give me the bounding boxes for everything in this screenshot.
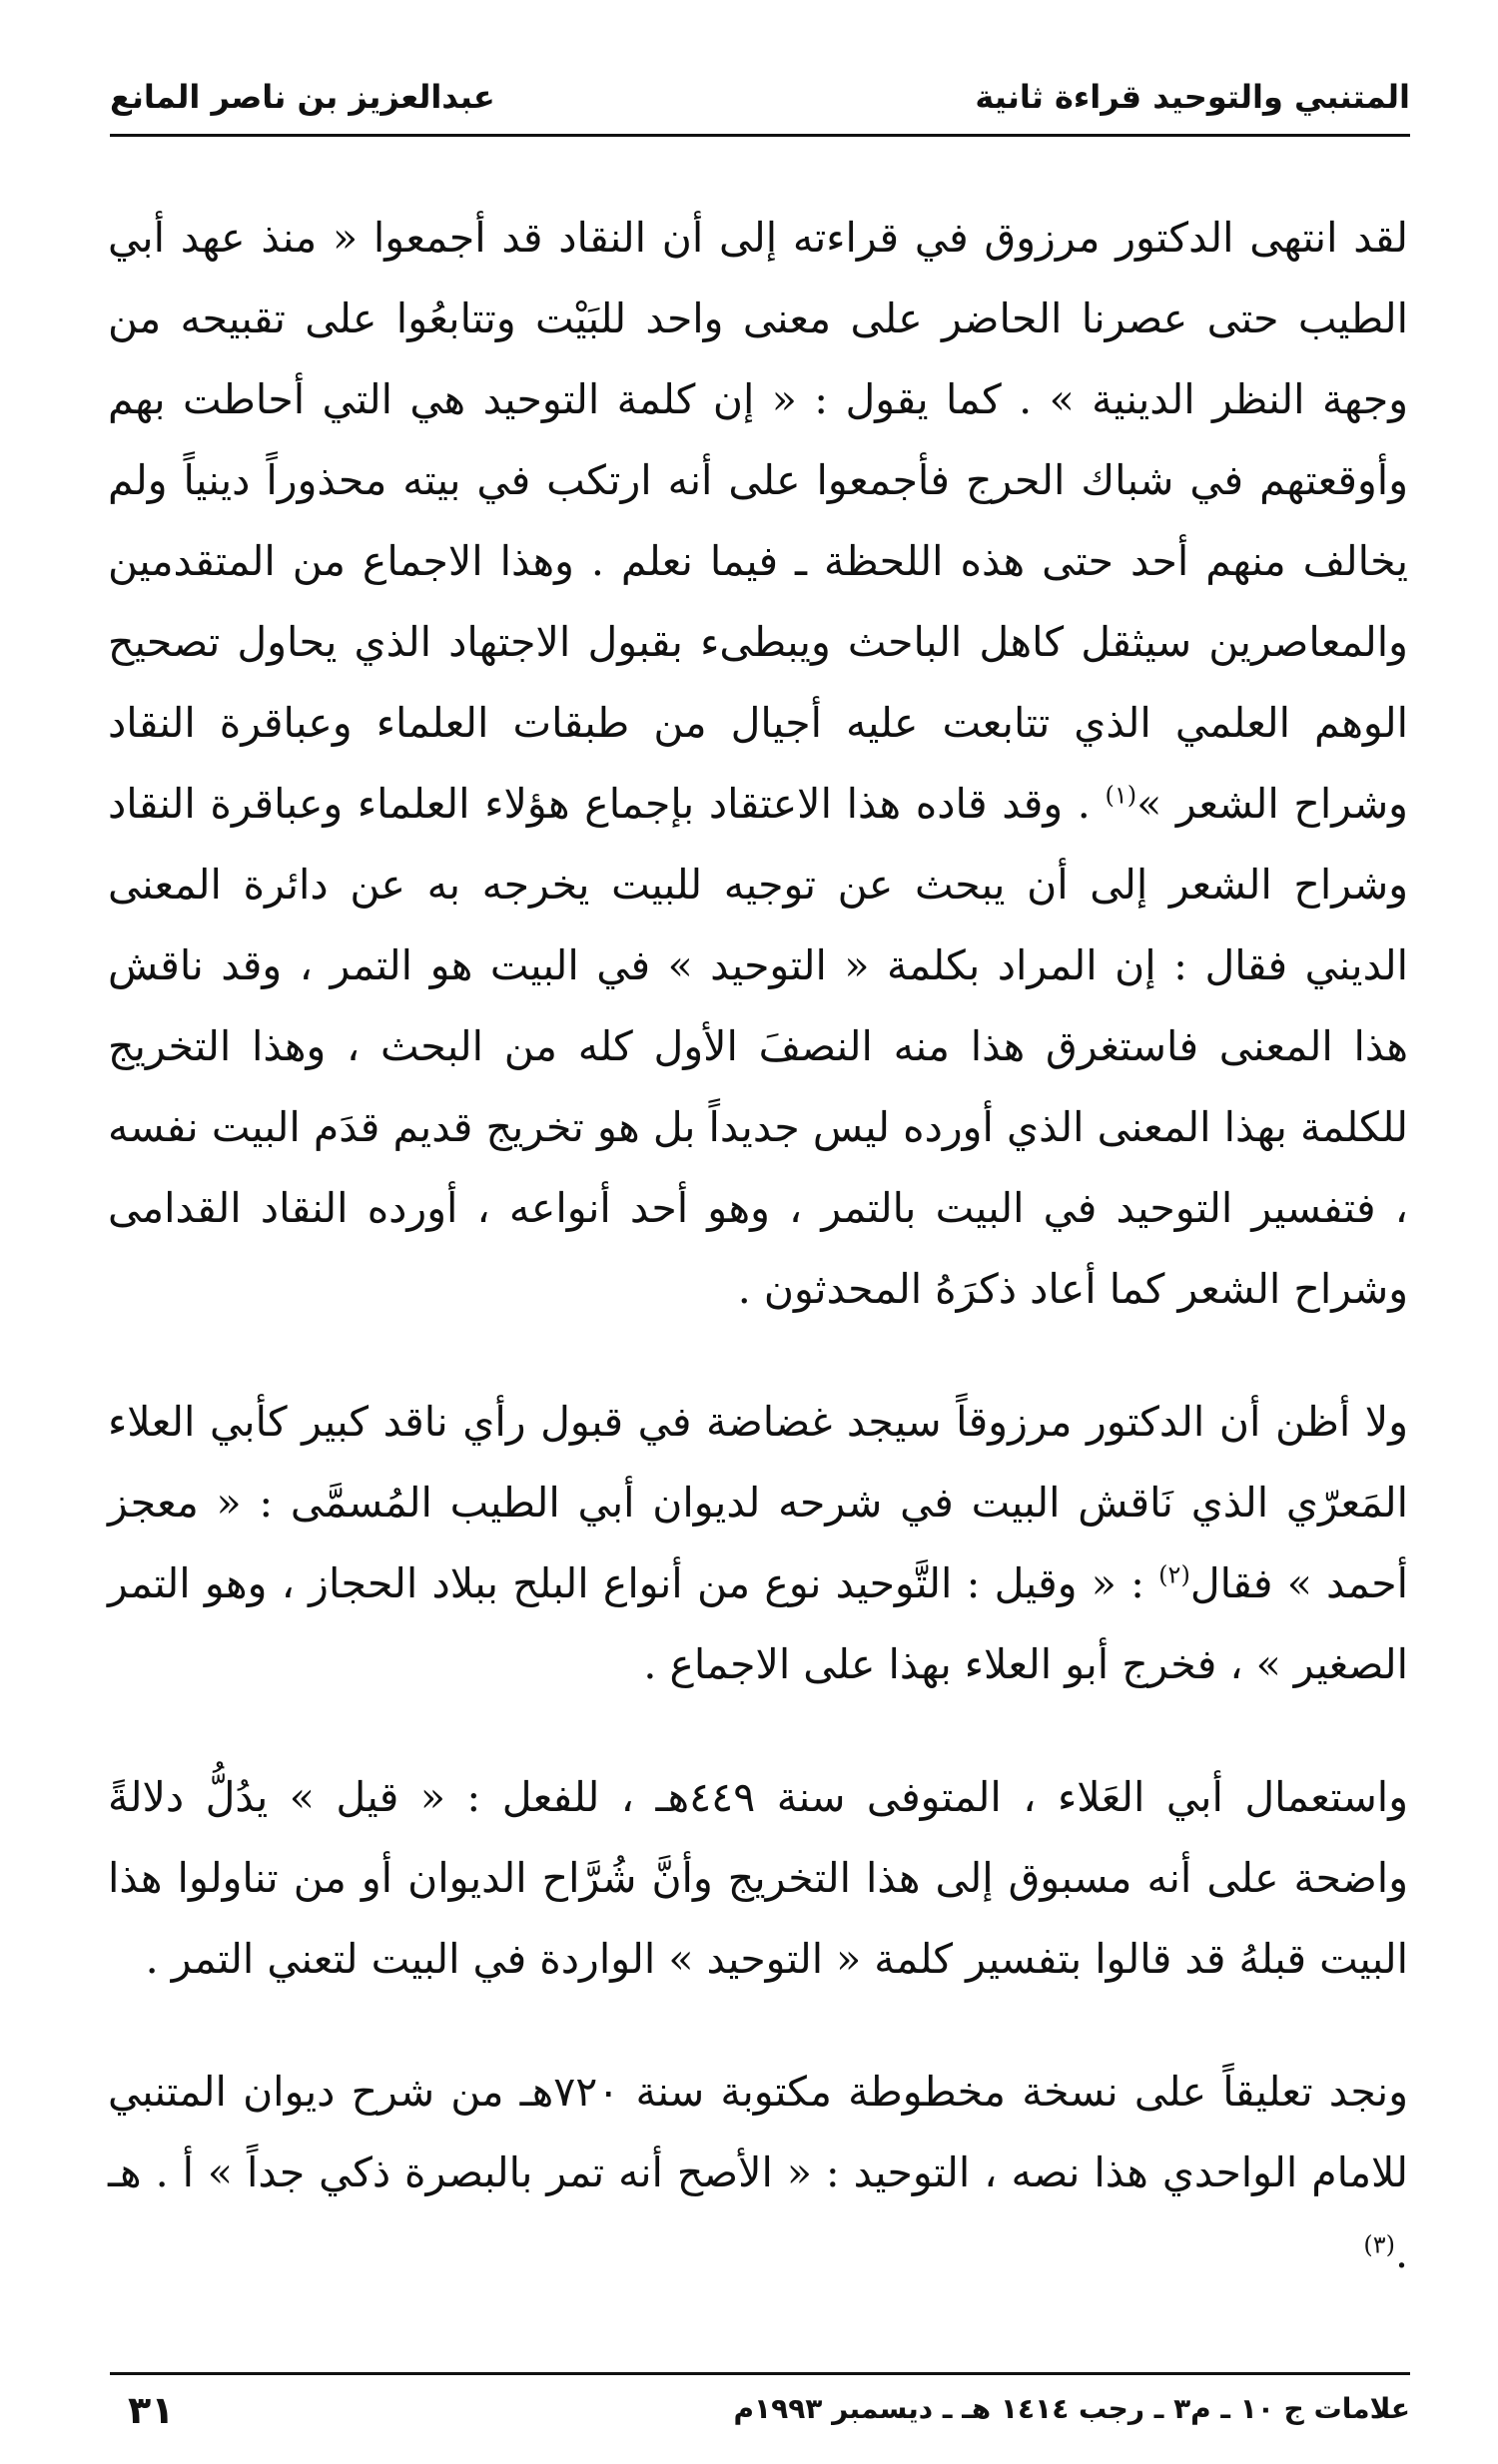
article-body bbox=[108, 198, 1408, 2294]
paragraph: ونجد تعليقاً على نسخة مخطوطة مكتوبة سنة ٧٢٠هـ من شرح ديوان المتنبي للامام الواحدي هذا نصه ، التوحيد : « الأصح أنه تمر بالبصرة ذكي جداً » أ . هـ .$^{(٣)}$ bbox=[108, 2068, 1408, 2277]
footer-rule bbox=[110, 2372, 1410, 2375]
page-footer bbox=[110, 2388, 1410, 2442]
journal-citation: علامات ج ١٠ ـ م٣ ـ رجب ١٤١٤ هـ ـ ديسمبر ١٩٩٣م bbox=[733, 2392, 1410, 2425]
paragraph: لقد انتهى الدكتور مرزوق في قراءته إلى أن النقاد قد أجمعوا « منذ عهد أبي الطيب حتى عصرنا الحاضر على معنى واحد للبَيْت وتتابعُوا على تقبيحه من وجهة النظر الدينية » . كما يقول : « إن كلمة التوحيد هي التي أحاطت بهم وأوقعتهم في شباك الحرج فأجمعوا على أنه ارتكب في بيته محذوراً دينياً ولم يخالف منهم أحد حتى هذه اللحظة ـ فيما نعلم . وهذا الاجماع من المتقدمين والمعاصرين سيثقل كاهل الباحث ويبطىء بقبول الاجتهاد الذي يحاول تصحيح الوهم العلمي الذي تتابعت عليه أجيال من طبقات العلماء وعباقرة النقاد وشراح الشعر »$^{(١)}$ . وقد قاده هذا الاعتقاد بإجماع هؤلاء العلماء وعباقرة النقاد وشراح الشعر إلى أن يبحث عن توجيه للبيت يخرجه به عن دائرة المعنى الديني فقال : إن المراد بكلمة « التوحيد » في البيت هو التمر ، وقد ناقش هذا المعنى فاستغرق هذا منه النصفَ الأول كله من البحث ، وهذا التخريج للكلمة بهذا المعنى الذي أورده ليس جديداً بل هو تخريج قديم قدَم البيت نفسه ، فتفسير التوحيد في البيت بالتمر ، وهو أحد أنواعه ، أورده النقاد القدامى وشراح الشعر كما أعاد ذكرَهُ المحدثون . bbox=[108, 214, 1408, 1313]
paragraph: واستعمال أبي العَلاء ، المتوفى سنة ٤٤٩هـ ، للفعل : « قيل » يدُلُّ دلالةً واضحة على أنه مسبوق إلى هذا التخريج وأنَّ شُرَّاح الديوان أو من تناولوا هذا البيت قبلهُ قد قالوا بتفسير كلمة « التوحيد » الواردة في البيت لتعني التمر . bbox=[108, 1773, 1409, 1983]
header-rule bbox=[110, 134, 1410, 137]
footnote-ref: (٢) bbox=[1158, 1560, 1190, 1589]
page-number: ٣١ bbox=[128, 2388, 175, 2432]
page-header bbox=[110, 78, 1410, 138]
footnote-ref: (١) bbox=[1105, 781, 1137, 810]
paragraph: ولا أظن أن الدكتور مرزوقاً سيجد غضاضة في قبول رأي ناقد كبير كأبي العلاء المَعرّي الذي نَاقش البيت في شرحه لديوان أبي الطيب المُسمَّى : « معجز أحمد » فقال$^{(٢)}$ : « وقيل : التَّوحيد نوع من أنواع البلح ببلاد الحجاز ، وهو التمر الصغير » ، فخرج أبو العلاء بهذا على الاجماع . bbox=[108, 1398, 1408, 1688]
footnote-ref: (٣) bbox=[1363, 2230, 1395, 2259]
running-author: عبدالعزيز بن ناصر المانع bbox=[110, 78, 495, 116]
running-title: المتنبي والتوحيد قراءة ثانية bbox=[975, 78, 1410, 116]
